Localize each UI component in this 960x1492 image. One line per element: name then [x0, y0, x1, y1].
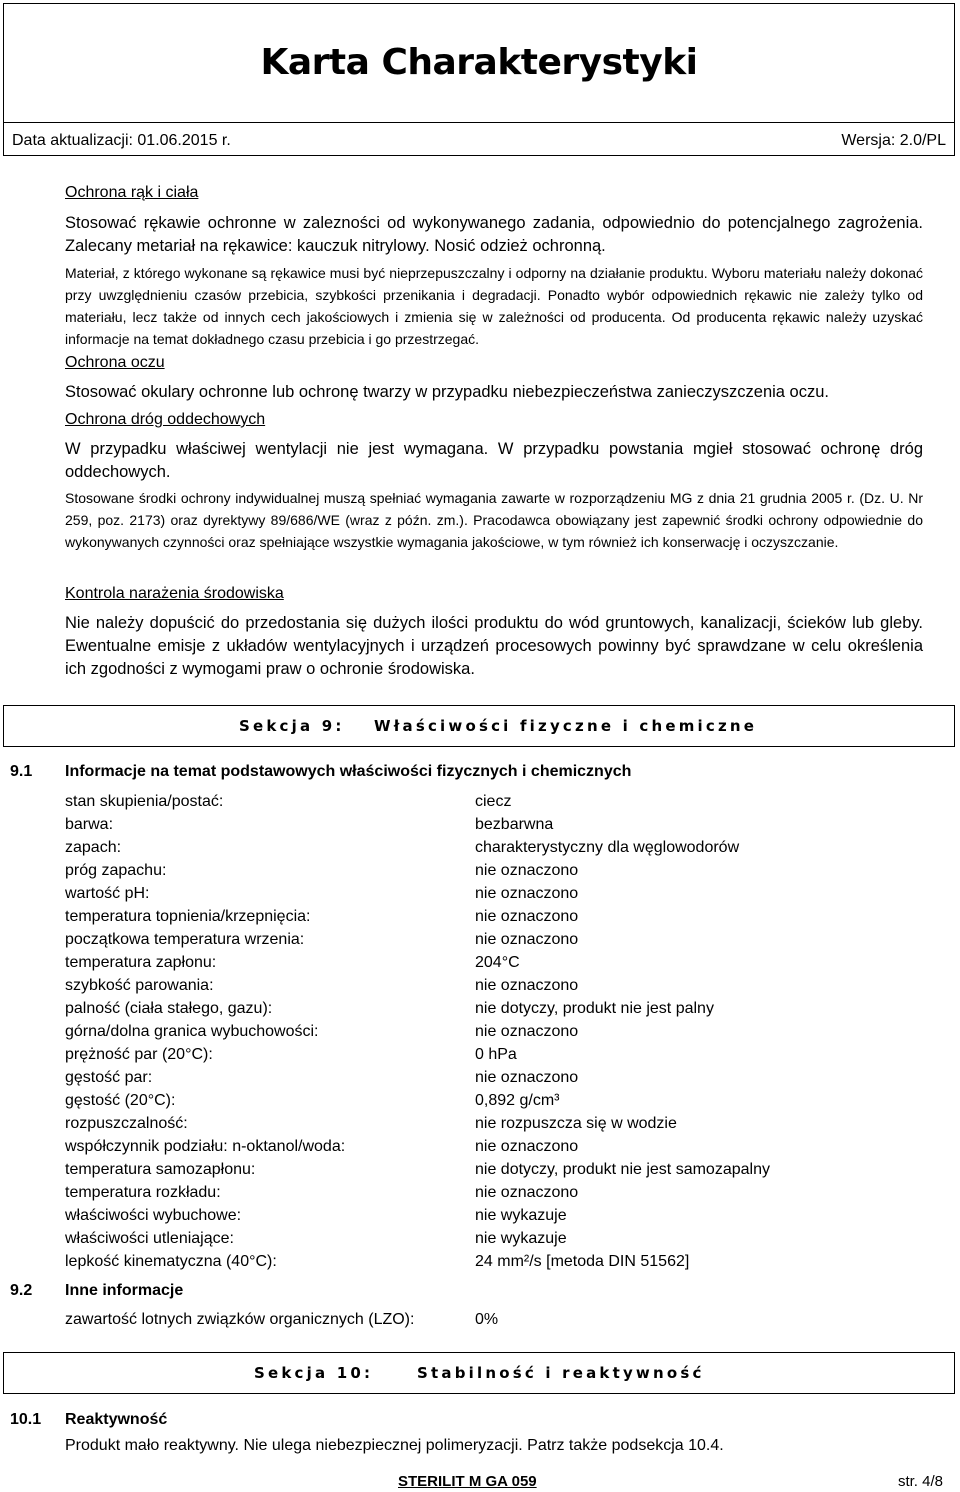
property-name: gęstość (20°C):: [65, 1092, 176, 1109]
property-row: [65, 836, 925, 859]
property-value: nie wykazuje: [475, 1230, 567, 1247]
gloves-material-text: Materiał, z którego wykonane są rękawice musi być nieprzepuszczalny i odporny na działanie produktu. Wyboru materiału należy dokonać przy uwzględnieniu czasów przebicia, szybkości przenikania i degradacji. Ponadto wybór odpowiednich rękawic nie zależy tylko od materiału, lecz także od innych cech jakościowych i zmienia się w zależności od producenta. Od producenta rękawic należy uzyskać informacje na temat dokładnego czasu przebicia i go przestrzegać.: [65, 265, 923, 347]
property-value: nie oznaczono: [475, 1023, 579, 1040]
section-10-label: Sekcja 10:: [254, 1364, 374, 1382]
property-value: 0 hPa: [475, 1046, 517, 1063]
property-name: zapach:: [65, 839, 122, 856]
property-row: [65, 1204, 925, 1227]
property-name: współczynnik podziału: n-oktanol/woda:: [65, 1138, 346, 1155]
hands-protection-heading: Ochrona rąk i ciała: [65, 184, 199, 201]
property-name: prężność par (20°C):: [65, 1046, 213, 1063]
property-row: [65, 997, 925, 1020]
property-value: nie oznaczono: [475, 885, 579, 902]
property-value: nie dotyczy, produkt nie jest palny: [475, 1000, 714, 1017]
property-value: nie wykazuje: [475, 1207, 567, 1224]
property-name: właściwości utleniające:: [65, 1230, 234, 1247]
property-value: 24 mm²/s [metoda DIN 51562]: [475, 1253, 690, 1270]
document-version: Wersja: 2.0/PL: [841, 132, 946, 149]
property-name: właściwości wybuchowe:: [65, 1207, 242, 1224]
property-value: nie oznaczono: [475, 1138, 579, 1155]
property-row: [65, 951, 925, 974]
section-9-header: [3, 705, 955, 747]
environment-text: Nie należy dopuścić do przedostania się dużych ilości produktu do wód gruntowych, kanalizacji, ścieków lub gleby. Ewentualne emisje z układów wentylacyjnych i urządzeń procesowych powinny być sprawdzane w celu określenia ich zgodności z wymogami praw o ochronie środowiska.: [65, 614, 923, 678]
section-9-label: Sekcja 9:: [239, 717, 345, 735]
property-value: nie oznaczono: [475, 1184, 579, 1201]
subsection-title: Inne informacje: [65, 1282, 184, 1299]
property-name: barwa:: [65, 816, 114, 833]
property-value: charakterystyczny dla węglowodorów: [475, 839, 740, 856]
eye-protection-text: Stosować okulary ochronne lub ochronę twarzy w przypadku niebezpieczeństwa zanieczyszczenia oczu.: [65, 383, 829, 401]
property-name: górna/dolna granica wybuchowości:: [65, 1023, 319, 1040]
property-row: [65, 928, 925, 951]
property-row: [65, 1135, 925, 1158]
footer-page-number: str. 4/8: [897, 1473, 943, 1490]
subsection-title: Reaktywność: [65, 1411, 168, 1428]
hands-protection-text: Stosować rękawie ochronne w zaleznoścі od wykonywanego zadania, odpowiednio do potencjalnego zagrożenia. Zalecany metariał na rękawice: kauczuk nitrylowy. Nosić odzież ochronną.: [65, 214, 923, 255]
property-row: [65, 1020, 925, 1043]
ppe-regulation-note: Stosowane środki ochrony indywidualnej muszą spełniać wymagania zawarte w rozporządzeniu MG z dnia 21 grudnia 2005 r. (Dz. U. Nr 259, poz. 2173) oraz dyrektywy 89/686/WE (wraz z późn. zm.). Pracodawca obowiązany jest zapewnić środki ochrony odpowiednie do wykonywanych czynności oraz spełniające wszystkie wymagania jakościowe, w tym również ich konserwację i oczyszczanie.: [65, 490, 923, 550]
property-name: próg zapachu:: [65, 862, 167, 879]
property-name: palność (ciała stałego, gazu):: [65, 1000, 273, 1017]
property-name: temperatura zapłonu:: [65, 954, 217, 971]
property-row: [65, 974, 925, 997]
property-row: [65, 859, 925, 882]
update-date: Data aktualizacji: 01.06.2015 r.: [12, 132, 231, 149]
document-title: Karta Charakterystyki: [260, 42, 698, 83]
property-value: nie oznaczono: [475, 1069, 579, 1086]
property-row: [65, 1043, 925, 1066]
property-row: [65, 1181, 925, 1204]
property-value: nie dotyczy, produkt nie jest samozapalny: [475, 1161, 770, 1178]
respiratory-protection-heading: Ochrona dróg oddechowych: [65, 411, 266, 428]
property-value: nie oznaczono: [475, 977, 579, 994]
property-value: 0,892 g/cm³: [475, 1092, 560, 1109]
eye-protection-heading: Ochrona oczu: [65, 354, 165, 371]
property-row: [65, 813, 925, 836]
property-name: lepkość kinematyczna (40°C):: [65, 1253, 277, 1270]
property-row: [65, 1112, 925, 1135]
property-name: temperatura topnienia/krzepnięcia:: [65, 908, 311, 925]
property-value: 204°C: [475, 954, 520, 971]
subsection-title: Informacje na temat podstawowych właściwości fizycznych i chemicznych: [65, 763, 632, 780]
property-name: rozpuszczalność:: [65, 1115, 188, 1132]
header-divider: [4, 122, 954, 123]
property-name: gęstość par:: [65, 1069, 153, 1086]
section-9-title: Właściwości fizyczne i chemiczne: [374, 717, 758, 735]
section-10-title: Stabilność i reaktywność: [417, 1364, 705, 1382]
document-header: [3, 3, 955, 156]
environment-heading: Kontrola narażenia środowiska: [65, 585, 284, 602]
property-value: nie oznaczono: [475, 931, 579, 948]
property-value: bezbarwna: [475, 816, 554, 833]
property-name: szybkość parowania:: [65, 977, 214, 994]
property-row: [65, 1089, 925, 1112]
property-row: [65, 905, 925, 928]
property-value: nie oznaczono: [475, 862, 579, 879]
property-value: ciecz: [475, 793, 512, 810]
subsection-number: 9.1: [10, 763, 33, 780]
voc-property-value: 0%: [475, 1311, 499, 1328]
subsection-number: 9.2: [10, 1282, 33, 1299]
property-row: [65, 1250, 925, 1273]
property-row: [65, 1158, 925, 1181]
property-value: nie oznaczono: [475, 908, 579, 925]
property-name: stan skupienia/postać:: [65, 793, 224, 810]
property-value: nie rozpuszcza się w wodzie: [475, 1115, 677, 1132]
property-name: temperatura samozapłonu:: [65, 1161, 256, 1178]
property-name: wartość pH:: [65, 885, 150, 902]
property-row: [65, 1066, 925, 1089]
property-name: początkowa temperatura wrzenia:: [65, 931, 305, 948]
footer-product-name: STERILIT M GA 059: [398, 1473, 537, 1490]
section-10-header: [3, 1352, 955, 1394]
property-row: [65, 882, 925, 905]
property-row: [65, 1227, 925, 1250]
property-name: temperatura rozkładu:: [65, 1184, 221, 1201]
property-row: [65, 790, 925, 813]
subsection-number: 10.1: [10, 1411, 42, 1428]
reactivity-text: Produkt mało reaktywny. Nie ulega niebezpiecznej polimeryzacji. Patrz także podsekcja 10.4.: [65, 1437, 724, 1454]
respiratory-protection-text: W przypadku właściwej wentylacji nie jest wymagana. W przypadku powstania mgieł stosować ochronę dróg oddechowych.: [65, 440, 923, 481]
properties-list: [65, 790, 925, 1273]
voc-property-name: zawartość lotnych związków organicznych (LZO):: [65, 1311, 415, 1328]
